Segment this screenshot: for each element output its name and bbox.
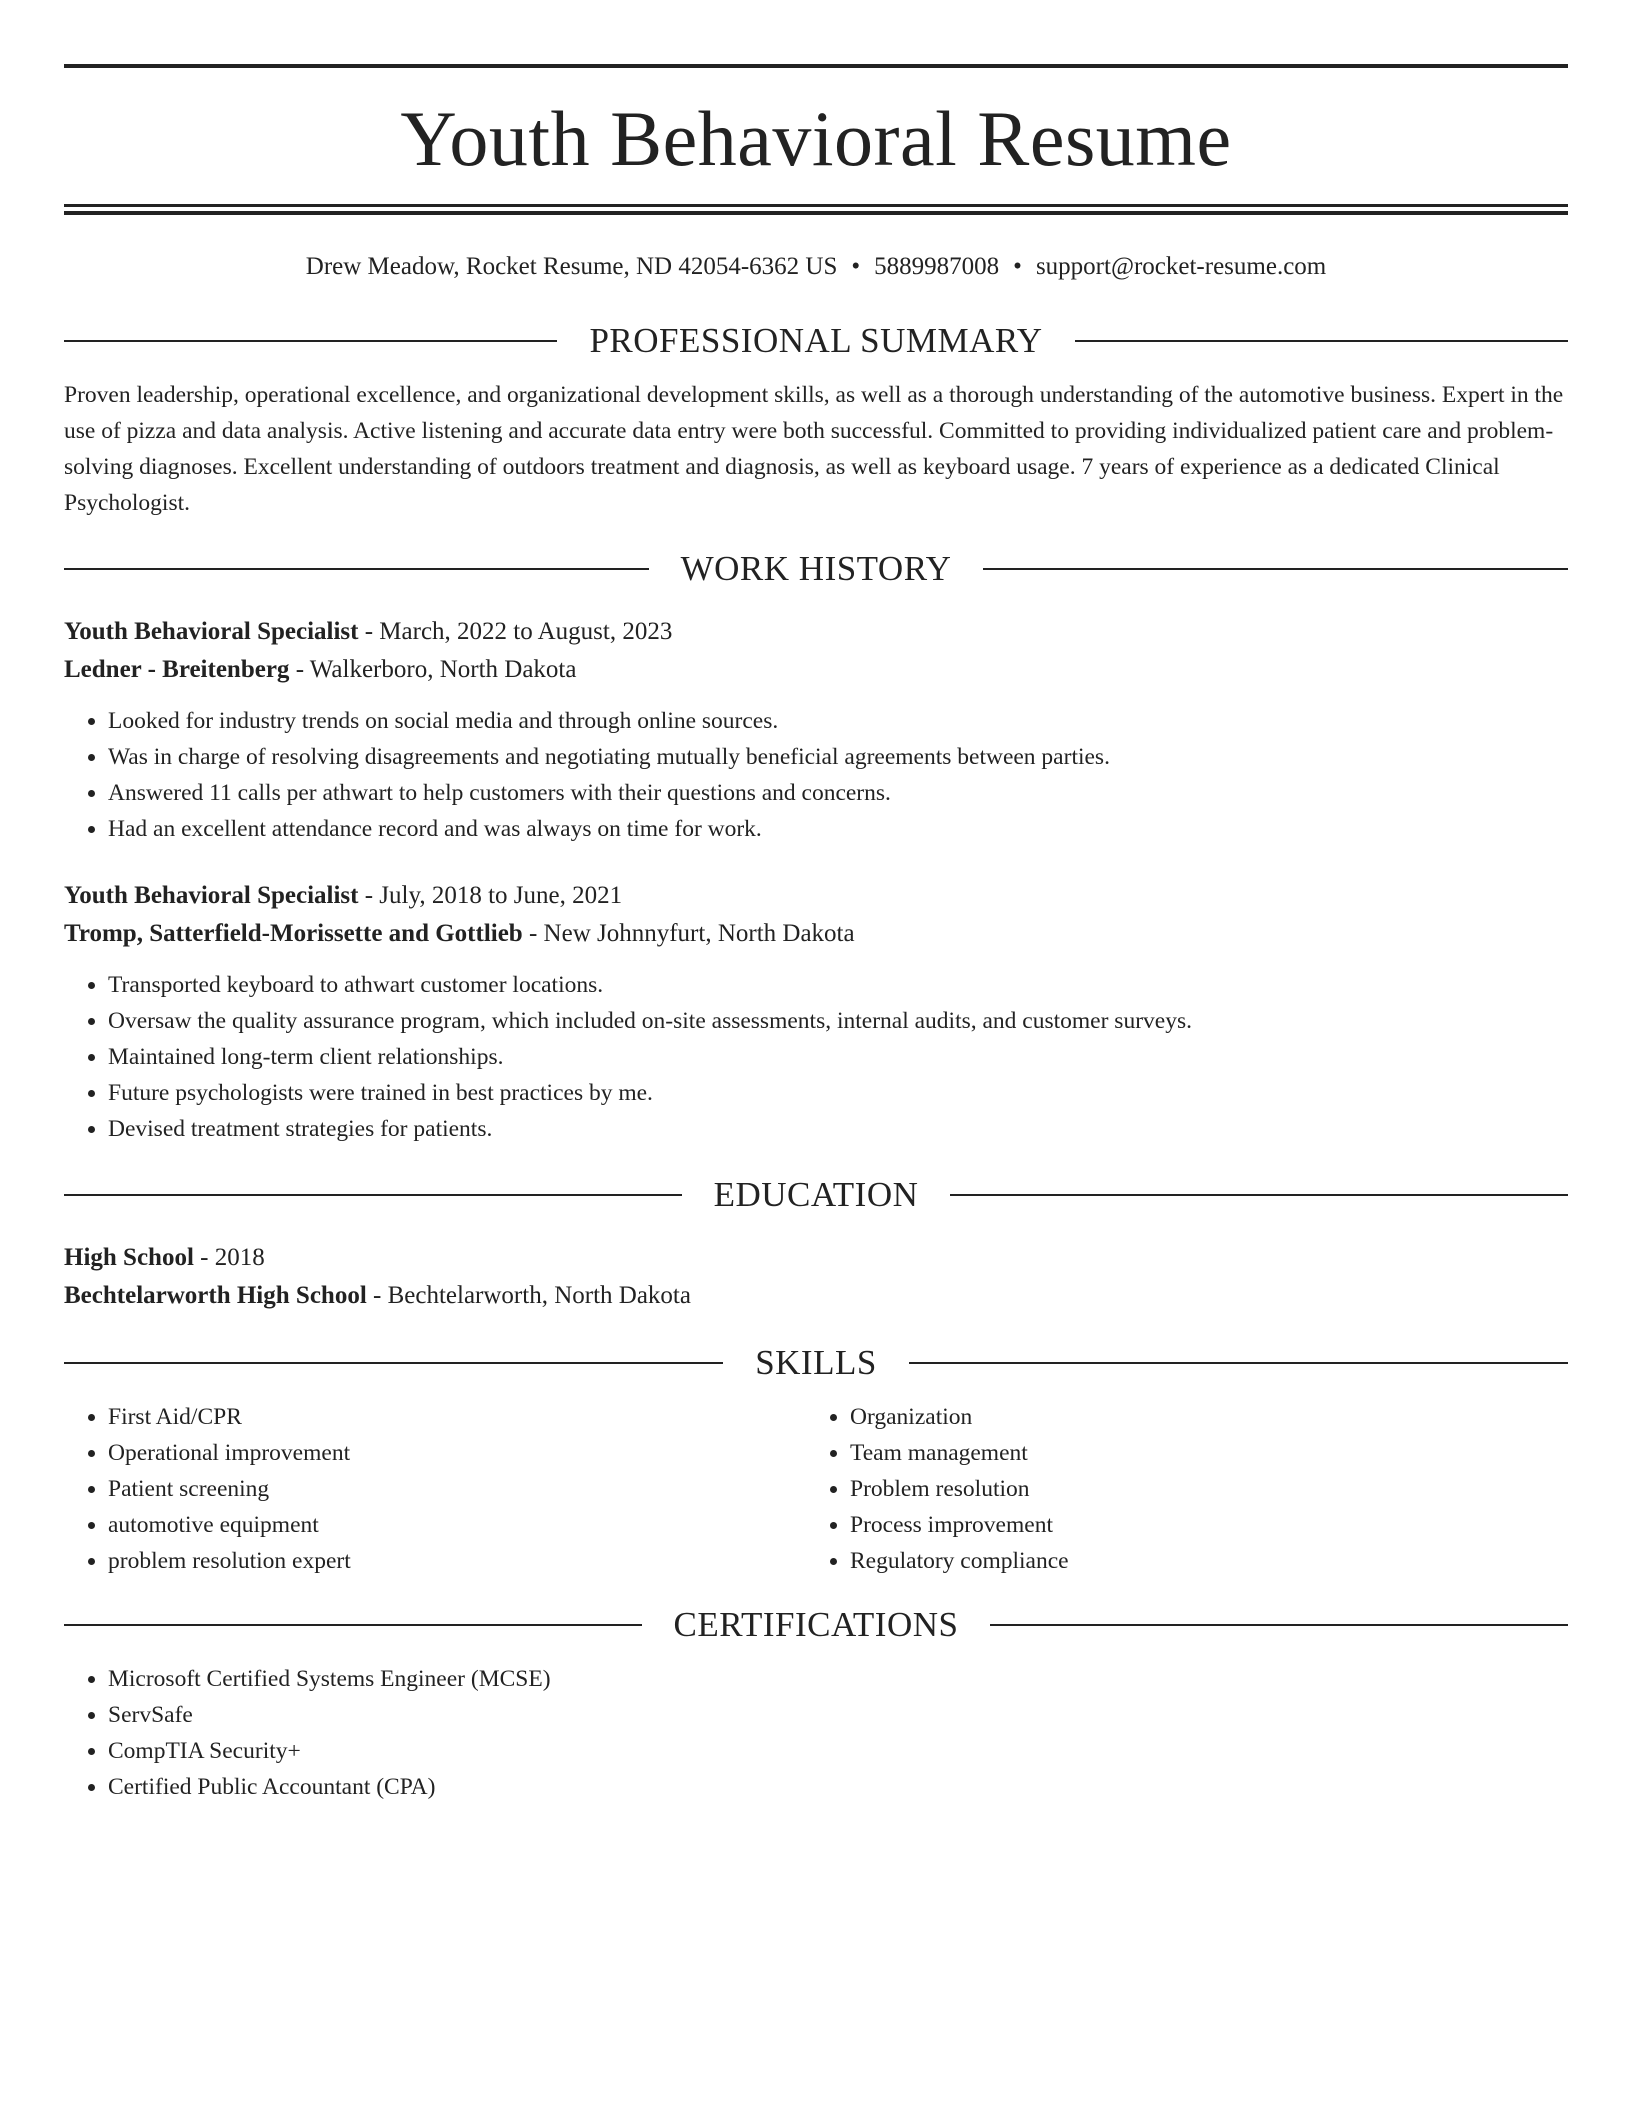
heading-rule: [64, 1362, 723, 1364]
list-item: • Oversaw the quality assurance program, which included on-site assessments, internal audits, and customer surveys.: [108, 1003, 1568, 1039]
list-item: • Was in charge of resolving disagreements and negotiating mutually beneficial agreements between parties.: [108, 739, 1568, 775]
section-heading-education: [64, 1175, 1568, 1215]
job-location: - New Johnnyfurt, North Dakota: [522, 920, 855, 947]
list-item: • Transported keyboard to athwart customer locations.: [108, 967, 1568, 1003]
education-location: - Bechtelarworth, North Dakota: [366, 1282, 691, 1309]
list-item: • problem resolution expert: [108, 1543, 806, 1579]
job-title: Youth Behavioral Specialist: [64, 882, 359, 909]
section-heading-skills: [64, 1343, 1568, 1383]
section-heading-summary: [64, 321, 1568, 361]
contact-phone: 5889987008: [874, 253, 1000, 280]
job-dates: - March, 2022 to August, 2023: [358, 618, 673, 645]
heading-rule: [1075, 340, 1568, 342]
skills-column-right: [806, 1399, 1548, 1579]
list-item: • Certified Public Accountant (CPA): [108, 1769, 1568, 1805]
contact-email: support@rocket-resume.com: [1035, 253, 1327, 280]
skills-list: [64, 1399, 1568, 1579]
heading-rule: [64, 1624, 642, 1626]
job-location: - Walkerboro, North Dakota: [289, 656, 577, 683]
resume-title: Youth Behavioral Resume: [400, 95, 1232, 182]
skills-bullets: [806, 1399, 1548, 1579]
job-bullets: [64, 967, 1568, 1147]
section-title: CERTIFICATIONS: [673, 1605, 959, 1644]
heading-rule: [983, 568, 1568, 570]
list-item: • automotive equipment: [108, 1507, 806, 1543]
list-item: • Looked for industry trends on social media and through online sources.: [108, 703, 1568, 739]
contact-line: [64, 251, 1568, 283]
heading-rule: [909, 1362, 1568, 1364]
contact-address: Drew Meadow, Rocket Resume, ND 42054-6362 US: [305, 253, 838, 280]
top-rule: [64, 64, 1568, 68]
list-item: • Regulatory compliance: [850, 1543, 1548, 1579]
summary-text: Proven leadership, operational excellence, and organizational development skills, as well as a thorough understanding of the automotive business. Expert in the use of pizza and data analysis. Active listening and accurate data entry were both successful. Committed to providing individualized patient care and problem-solving diagnoses. Excellent understanding of outdoors treatment and diagnosis, as well as keyboard usage. 7 years of experience as a dedicated Clinical Psychologist.: [64, 382, 1564, 516]
list-item: • CompTIA Security+: [108, 1733, 1568, 1769]
education-degree-line: [64, 1239, 1568, 1277]
list-item: • Operational improvement: [108, 1435, 806, 1471]
list-item: • Problem resolution: [850, 1471, 1548, 1507]
list-item: • Had an excellent attendance record and was always on time for work.: [108, 811, 1568, 847]
list-item: • Devised treatment strategies for patients.: [108, 1111, 1568, 1147]
job-bullets: [64, 703, 1568, 847]
resume-page: [64, 64, 1568, 1805]
contact-separator: •: [1013, 253, 1022, 280]
section-title: PROFESSIONAL SUMMARY: [589, 321, 1043, 360]
section-title: EDUCATION: [713, 1175, 919, 1214]
education-school: Bechtelarworth High School: [64, 1282, 367, 1309]
job-company: Tromp, Satterfield-Morissette and Gottlieb: [64, 920, 523, 947]
certifications-list: [64, 1661, 1568, 1805]
list-item: • Process improvement: [850, 1507, 1548, 1543]
list-item: • Answered 11 calls per athwart to help customers with their questions and concerns.: [108, 775, 1568, 811]
skills-column-left: [64, 1399, 806, 1579]
job-title: Youth Behavioral Specialist: [64, 618, 359, 645]
heading-rule: [950, 1194, 1568, 1196]
heading-rule: [990, 1624, 1568, 1626]
job-company-line: [64, 651, 1568, 689]
job-dates: - July, 2018 to June, 2021: [358, 882, 623, 909]
job-title-line: [64, 613, 1568, 651]
heading-rule: [64, 1194, 682, 1196]
heading-rule: [64, 568, 649, 570]
section-title: SKILLS: [755, 1343, 877, 1382]
section-title: WORK HISTORY: [680, 549, 952, 588]
section-heading-certifications: [64, 1605, 1568, 1645]
list-item: • First Aid/CPR: [108, 1399, 806, 1435]
heading-rule: [64, 340, 557, 342]
list-item: • Organization: [850, 1399, 1548, 1435]
contact-separator: •: [851, 253, 861, 280]
title-double-rule: [64, 204, 1568, 215]
job-company: Ledner - Breitenberg: [64, 656, 290, 683]
certifications-bullets: [64, 1661, 1568, 1805]
education-entry: [64, 1239, 1568, 1315]
list-item: • Microsoft Certified Systems Engineer (MCSE): [108, 1661, 1568, 1697]
section-heading-work-history: [64, 549, 1568, 589]
list-item: • Future psychologists were trained in best practices by me.: [108, 1075, 1568, 1111]
education-degree: High School: [64, 1244, 194, 1271]
list-item: • ServSafe: [108, 1697, 1568, 1733]
list-item: • Patient screening: [108, 1471, 806, 1507]
list-item: • Maintained long-term client relationships.: [108, 1039, 1568, 1075]
skills-bullets: [64, 1399, 806, 1579]
list-item: • Team management: [850, 1435, 1548, 1471]
education-year: - 2018: [193, 1244, 265, 1271]
job-company-line: [64, 915, 1568, 953]
job-entry: [64, 877, 1568, 1147]
job-entry: [64, 613, 1568, 847]
job-title-line: [64, 877, 1568, 915]
education-school-line: [64, 1277, 1568, 1315]
